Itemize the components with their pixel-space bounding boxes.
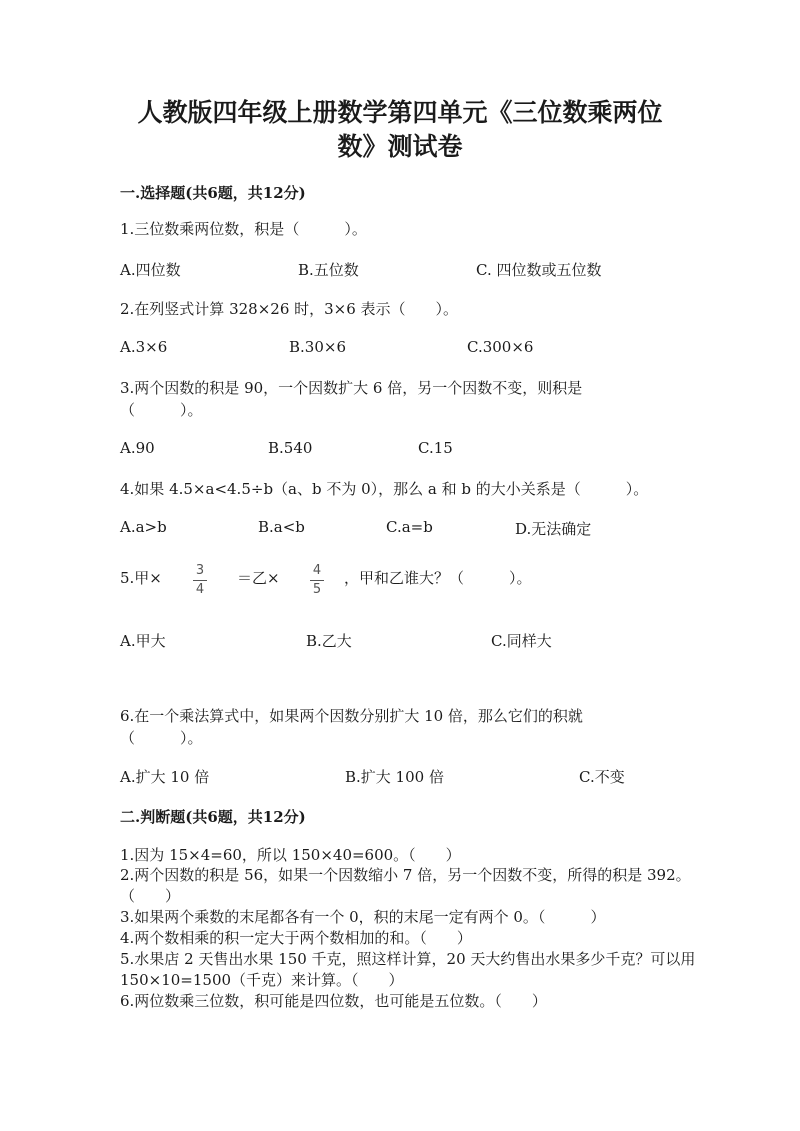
q2-option-c[interactable]: C.300×6 <box>467 338 534 356</box>
fraction-numerator: 4 <box>312 563 322 578</box>
fraction-bar <box>193 580 207 581</box>
section-heading-choice: 一.选择题(共6题，共12分) <box>120 184 306 202</box>
question-5-part2: ＝乙× <box>237 569 280 587</box>
q6-option-a[interactable]: A.扩大 10 倍 <box>120 768 210 786</box>
q5-option-b[interactable]: B.乙大 <box>306 632 352 650</box>
q4-option-a[interactable]: A.a>b <box>120 518 167 536</box>
q1-option-a[interactable]: A.四位数 <box>120 261 181 279</box>
tf-item-3: 3.如果两个乘数的末尾都各有一个 0，积的末尾一定有两个 0。（ ） <box>120 908 606 926</box>
q3-option-a[interactable]: A.90 <box>120 439 155 457</box>
question-6: 6.在一个乘法算式中，如果两个因数分别扩大 10 倍，那么它们的积就（ ）。 <box>120 707 583 747</box>
q1-option-c[interactable]: C. 四位数或五位数 <box>476 261 602 279</box>
q3-option-b[interactable]: B.540 <box>268 439 313 457</box>
q6-option-b[interactable]: B.扩大 100 倍 <box>345 768 444 786</box>
tf-item-6: 6.两位数乘三位数，积可能是四位数，也可能是五位数。（ ） <box>120 992 547 1010</box>
question-5-part1: 5.甲× <box>120 569 162 587</box>
q4-option-d[interactable]: D.无法确定 <box>515 520 592 538</box>
fraction-denominator: 5 <box>312 582 322 597</box>
fraction-4-5 <box>302 563 332 598</box>
fraction-denominator: 4 <box>195 582 205 597</box>
q3-option-c[interactable]: C.15 <box>418 439 453 457</box>
tf-item-4: 4.两个数相乘的积一定大于两个数相加的和。（ ） <box>120 929 472 947</box>
q1-option-b[interactable]: B.五位数 <box>298 261 359 279</box>
tf-item-5: 5.水果店 2 天售出水果 150 千克，照这样计算，20 天大约售出水果多少千克？可以用 150×10=1500（千克）来计算。（ ） <box>120 950 696 989</box>
q4-option-c[interactable]: C.a=b <box>386 518 433 536</box>
q4-option-b[interactable]: B.a<b <box>258 518 305 536</box>
fraction-bar <box>310 580 324 581</box>
question-4: 4.如果 4.5×a<4.5÷b（a、b 不为 0），那么 a 和 b 的大小关系是（ ）。 <box>120 480 649 498</box>
tf-item-1: 1.因为 15×4=60，所以 150×40=600。（ ） <box>120 846 461 864</box>
question-5-part3: ，甲和乙谁大？（ ）。 <box>344 569 532 587</box>
q2-option-b[interactable]: B.30×6 <box>289 338 346 356</box>
fraction-3-4 <box>185 563 215 598</box>
question-3: 3.两个因数的积是 90，一个因数扩大 6 倍，另一个因数不变，则积是（ ）。 <box>120 379 583 419</box>
question-2: 2.在列竖式计算 328×26 时，3×6 表示（ ）。 <box>120 300 459 318</box>
tf-item-2: 2.两个因数的积是 56，如果一个因数缩小 7 倍，另一个因数不变，所得的积是 392。（ ） <box>120 866 691 905</box>
page-title: 人教版四年级上册数学第四单元《三位数乘两位数》测试卷 <box>137 98 663 161</box>
fraction-numerator: 3 <box>195 563 205 578</box>
question-1: 1.三位数乘两位数，积是（ ）。 <box>120 220 367 238</box>
q5-option-a[interactable]: A.甲大 <box>120 632 166 650</box>
section-heading-true-false: 二.判断题(共6题，共12分) <box>120 808 306 826</box>
q6-option-c[interactable]: C.不变 <box>579 768 625 786</box>
q5-option-c[interactable]: C.同样大 <box>491 632 552 650</box>
q2-option-a[interactable]: A.3×6 <box>120 338 168 356</box>
